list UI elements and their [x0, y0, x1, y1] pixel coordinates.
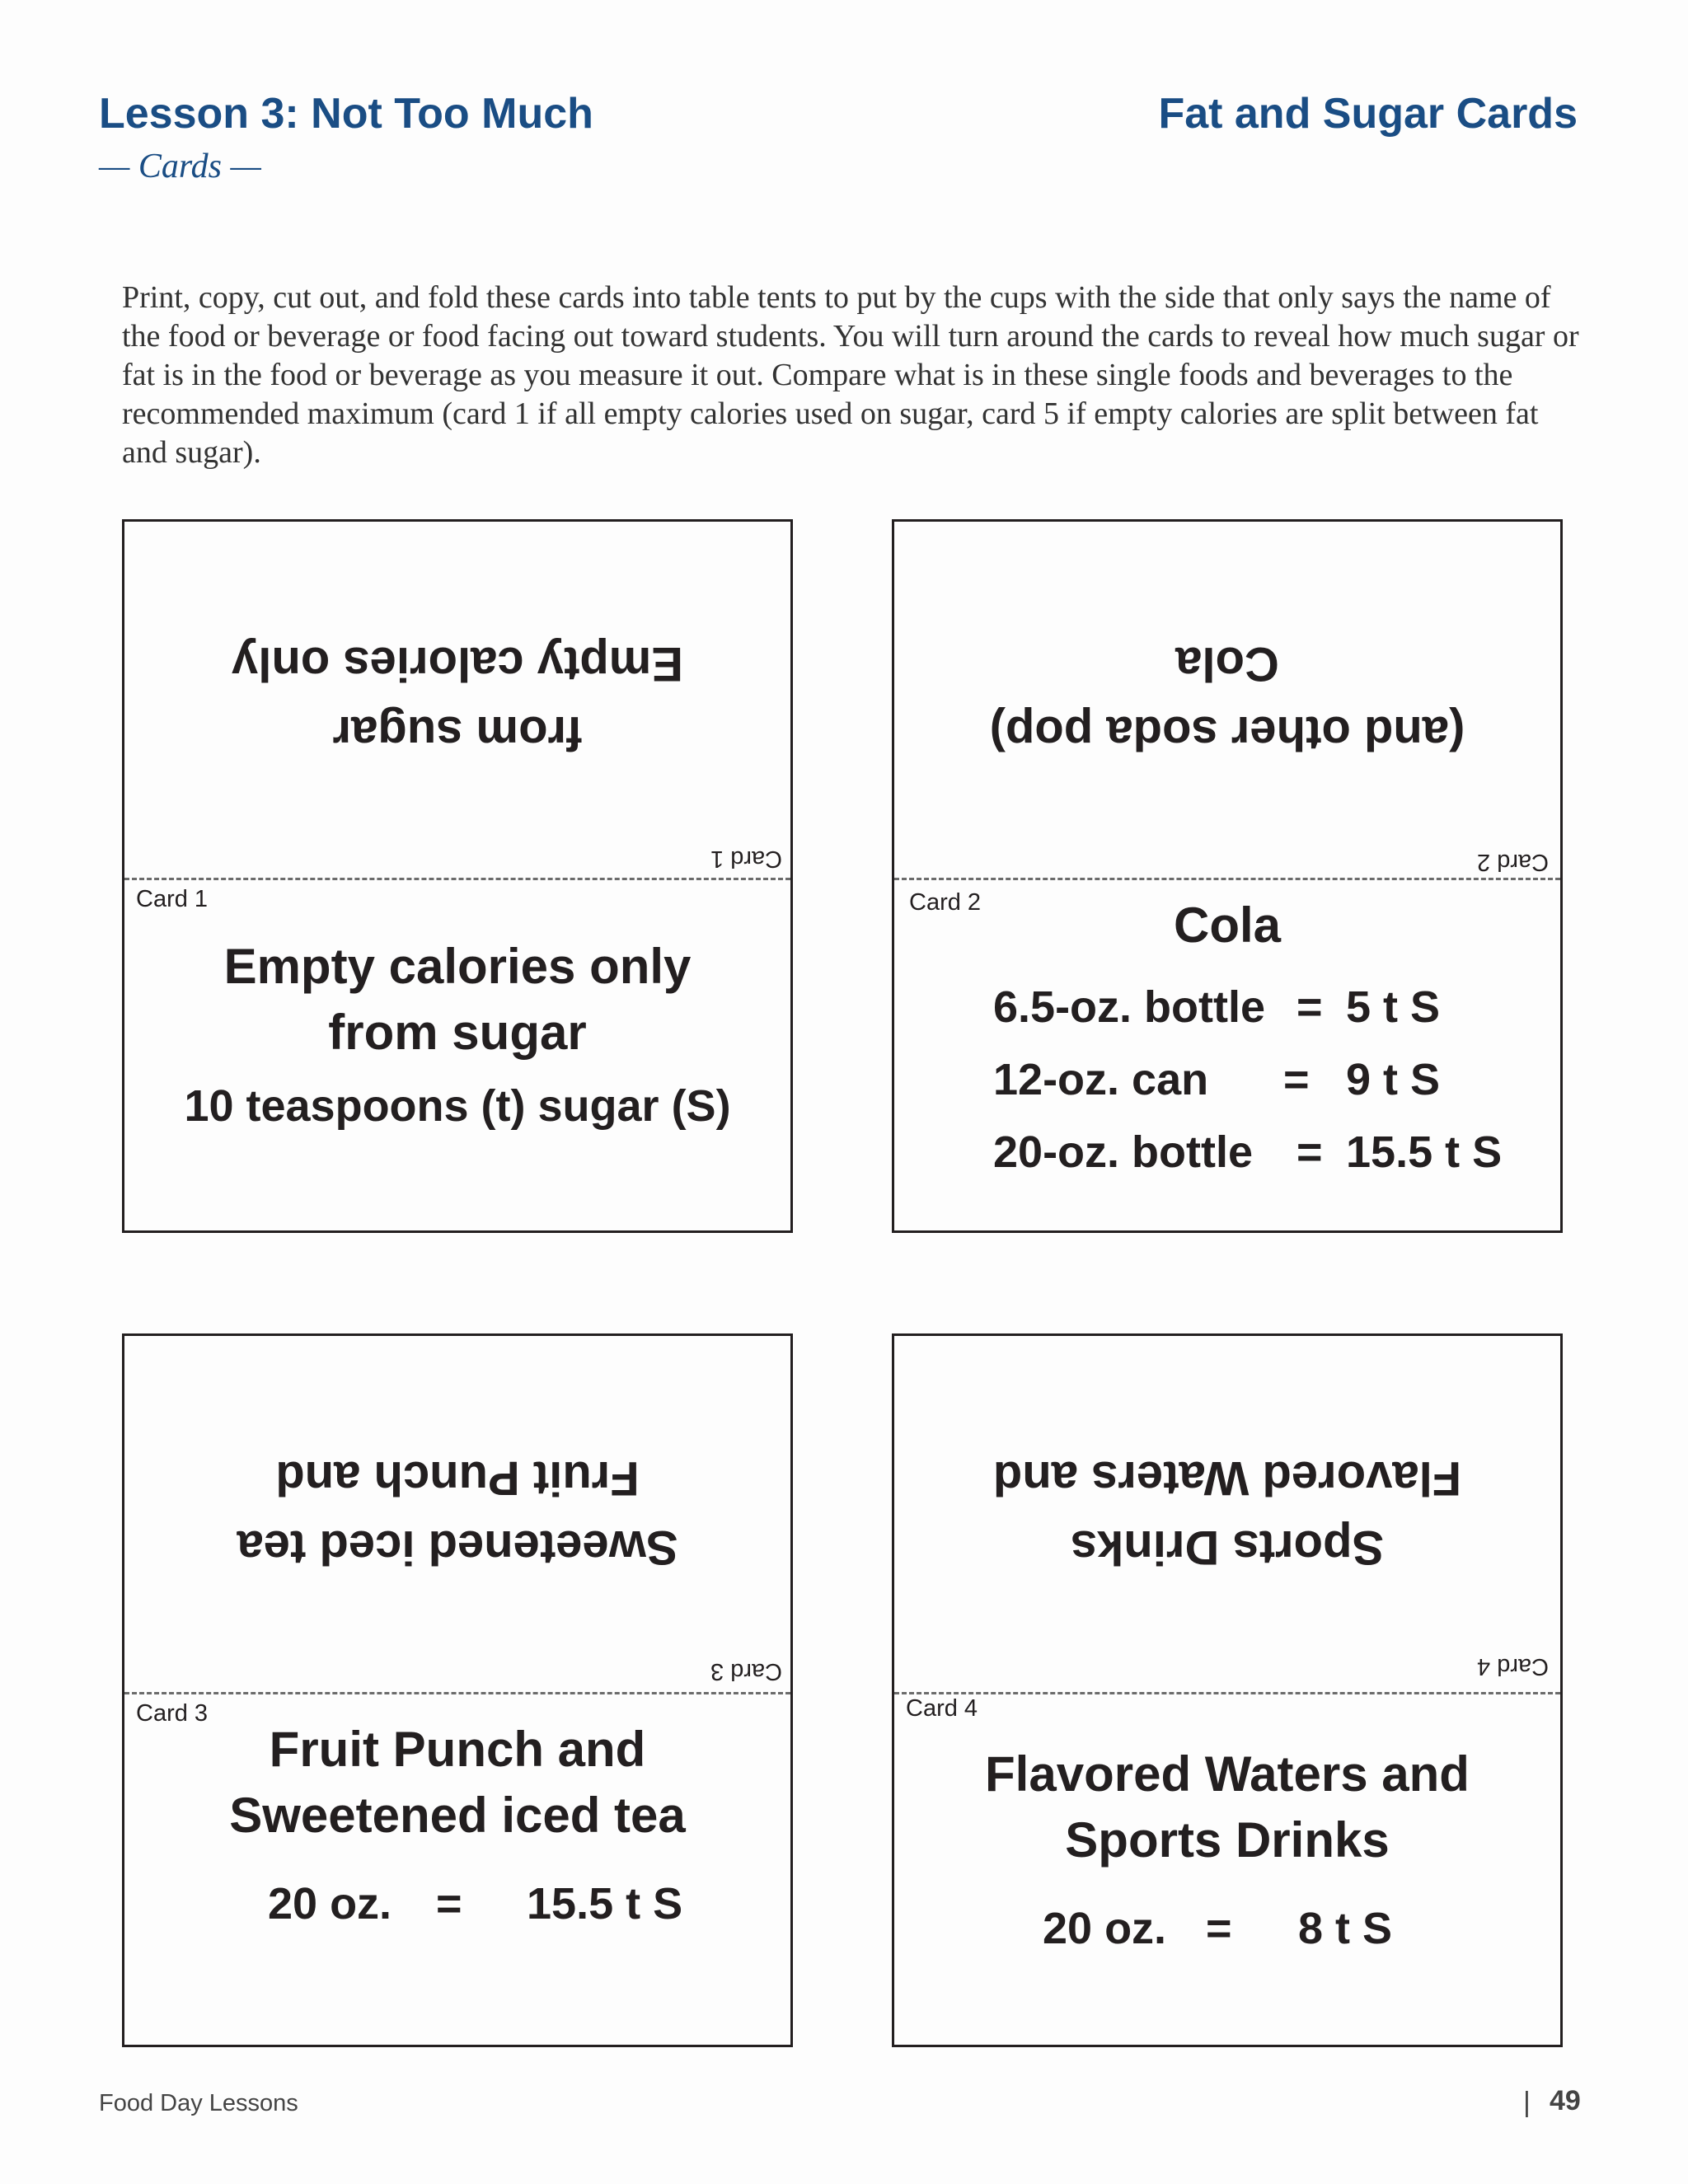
cola-eq: =	[1296, 1127, 1323, 1177]
card-1-front	[124, 934, 790, 1132]
card-1-flipped-title	[124, 629, 790, 767]
flipped-line: Sports Drinks	[1070, 1521, 1385, 1574]
card-2-flipped-label: Card 2	[1476, 849, 1549, 875]
card-3-title-line: Fruit Punch and	[269, 1722, 646, 1777]
cards-title: Fat and Sugar Cards	[1158, 90, 1578, 138]
cola-amount: 15.5 t S	[1346, 1127, 1503, 1177]
card-4-title-line: Flavored Waters and	[985, 1746, 1470, 1802]
flipped-line: Cola	[1175, 637, 1279, 691]
card-4	[892, 1333, 1563, 2047]
card-4-title-line: Sports Drinks	[1065, 1812, 1390, 1868]
section-label: — Cards —	[99, 148, 261, 185]
cola-size: 6.5-oz. bottle	[993, 982, 1266, 1032]
cola-size: 20-oz. bottle	[993, 1127, 1254, 1177]
fold-line	[124, 878, 790, 880]
card-1-detail: 10 teaspoons (t) sugar (S)	[184, 1081, 731, 1131]
flipped-line: from sugar	[332, 706, 583, 760]
card-4-flipped-label: Card 4	[1476, 1653, 1549, 1680]
card-2-label: Card 2	[909, 889, 982, 916]
card-3-label: Card 3	[136, 1700, 209, 1727]
card-1-title-line: Empty calories only	[223, 939, 692, 994]
flipped-line: Flavored Waters and	[992, 1451, 1462, 1505]
cola-eq: =	[1283, 1055, 1310, 1104]
card-2-title: Cola	[1173, 898, 1282, 953]
card-3-title-line: Sweetened iced tea	[229, 1788, 686, 1843]
cola-amount: 5 t S	[1346, 982, 1441, 1032]
card-4-front	[894, 1741, 1560, 1873]
flipped-line: Fruit Punch and	[275, 1451, 640, 1505]
card-3-flipped-label: Card 3	[710, 1658, 782, 1685]
card-1-flipped-label: Card 1	[710, 846, 782, 872]
footer-separator: |	[1523, 2087, 1531, 2118]
card-3-amount: 15.5 t S	[527, 1879, 683, 1929]
footer-publication: Food Day Lessons	[99, 2090, 298, 2116]
card-1	[122, 519, 793, 1233]
cola-size: 12-oz. can	[993, 1055, 1209, 1104]
card-4-eq: =	[1206, 1904, 1232, 1953]
flipped-line: (and other soda pop)	[989, 706, 1465, 760]
card-3	[122, 1333, 793, 2047]
fold-line	[894, 1692, 1560, 1694]
cola-eq: =	[1296, 982, 1323, 1032]
fold-line	[894, 878, 1560, 880]
card-2	[892, 519, 1563, 1233]
card-1-label: Card 1	[136, 886, 209, 912]
flipped-line: Empty calories only	[232, 637, 683, 691]
intro-paragraph: Print, copy, cut out, and fold these cards into table tents to put by the cups with the side that only says the name of the food or beverage or food facing out toward students. You will turn around the cards to reveal how much sugar or fat is in the food or beverage as you measure it out. Compare what is in these single foods and beverages to the recommended maximum (card 1 if all empty calories used on sugar, card 5 if empty calories are split between fat and sugar).	[122, 280, 1579, 470]
flipped-line: Sweetened iced tea	[237, 1521, 678, 1574]
card-2-flipped-title	[894, 629, 1560, 767]
page-number: 49	[1550, 2085, 1581, 2116]
lesson-title: Lesson 3: Not Too Much	[99, 90, 593, 138]
fold-line	[124, 1692, 790, 1694]
card-3-eq: =	[436, 1879, 462, 1929]
card-4-label: Card 4	[906, 1695, 978, 1722]
card-3-flipped-title	[124, 1443, 790, 1582]
cola-amount: 9 t S	[1346, 1055, 1441, 1104]
card-4-flipped-title	[894, 1443, 1560, 1582]
card-4-amount: 8 t S	[1298, 1904, 1393, 1953]
card-4-size: 20 oz.	[1043, 1904, 1167, 1953]
card-1-title-line: from sugar	[328, 1005, 587, 1060]
card-3-size: 20 oz.	[268, 1879, 392, 1929]
card-3-front	[124, 1717, 790, 1849]
